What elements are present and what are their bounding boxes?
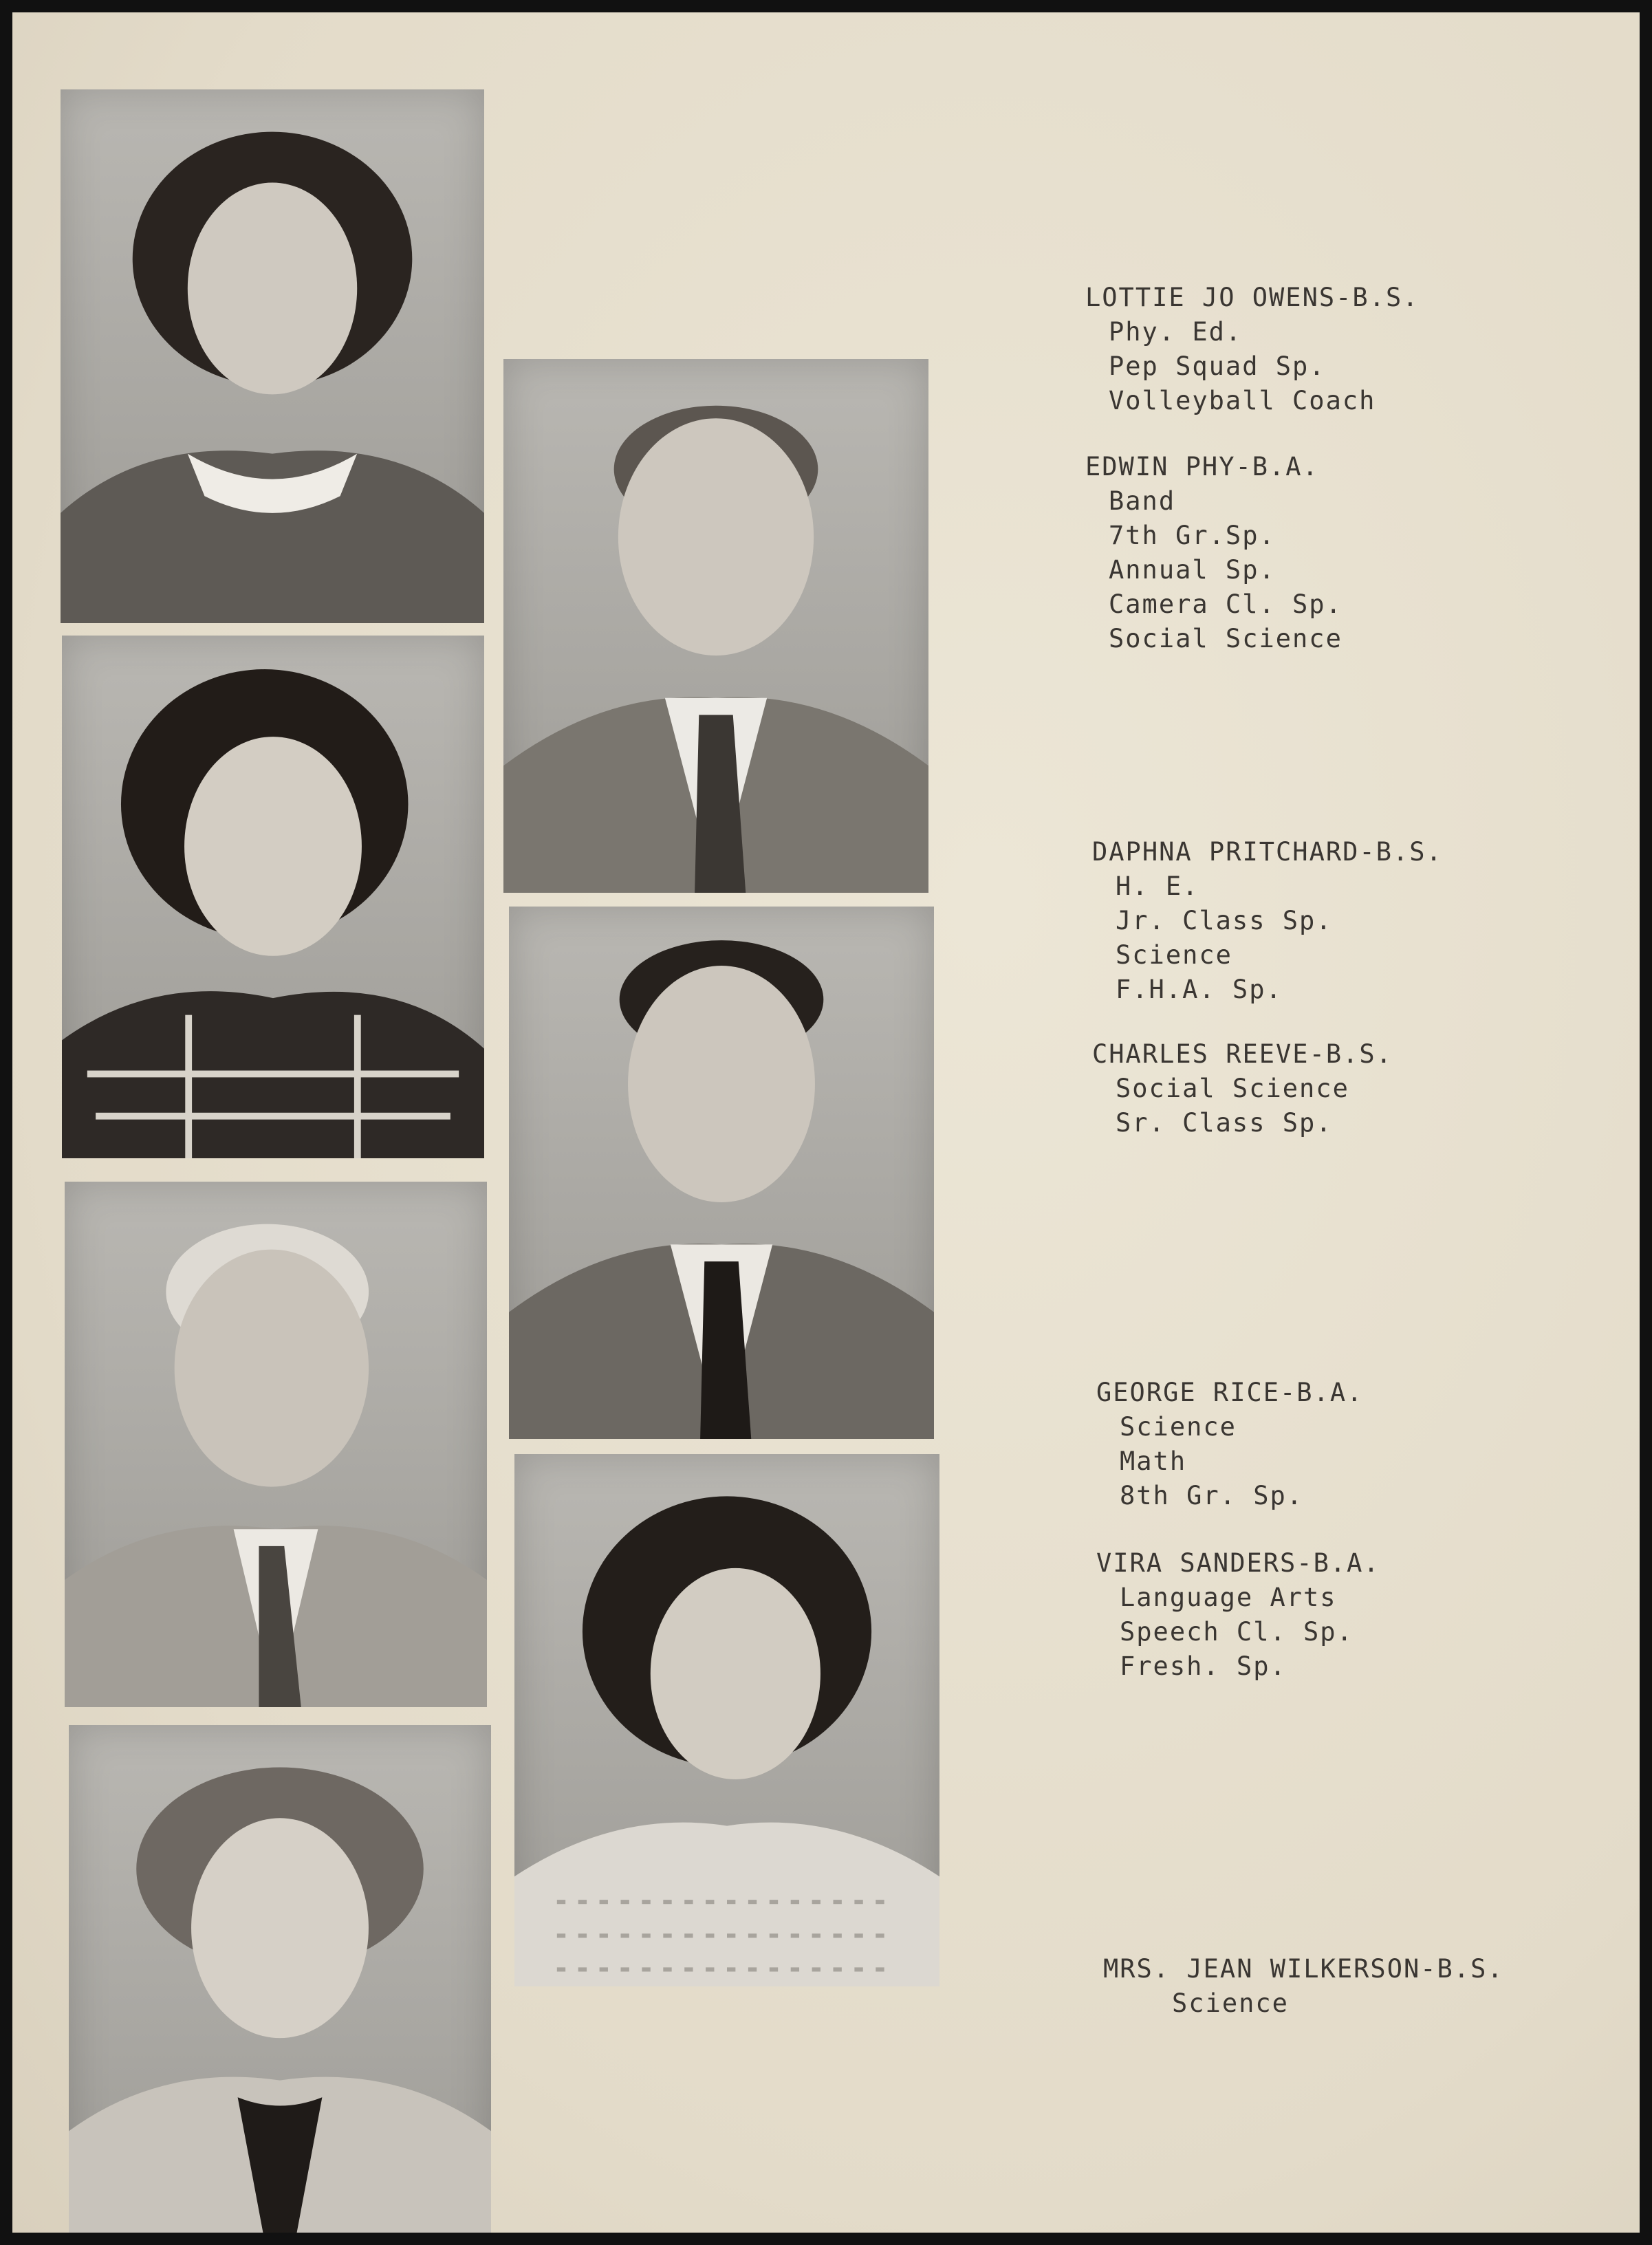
faculty-detail: Social Science [1116,1074,1349,1103]
yearbook-page [12,12,1640,2233]
faculty-detail: Social Science [1109,624,1343,653]
faculty-entry [1103,1952,1504,2021]
faculty-detail: Band [1109,486,1176,516]
faculty-entry [1096,1546,1380,1684]
faculty-detail: Science [1172,1988,1289,2018]
portrait-edwin-phy [503,359,928,893]
portrait-daphna-pritchard [62,636,484,1158]
faculty-detail: Math [1120,1446,1187,1476]
faculty-detail: 7th Gr.Sp. [1109,521,1276,550]
faculty-detail: Science [1120,1412,1237,1442]
faculty-detail: Fresh. Sp. [1120,1651,1287,1681]
faculty-detail: F.H.A. Sp. [1116,975,1283,1004]
faculty-detail: Pep Squad Sp. [1109,351,1326,381]
faculty-detail: Phy. Ed. [1109,317,1243,347]
faculty-detail: Jr. Class Sp. [1116,906,1333,935]
faculty-name: GEORGE RICE-B.A. [1096,1378,1364,1407]
faculty-name: DAPHNA PRITCHARD-B.S. [1092,837,1443,867]
faculty-entry [1096,1376,1363,1513]
faculty-entry [1085,281,1420,418]
faculty-detail: Sr. Class Sp. [1116,1108,1333,1138]
faculty-name: VIRA SANDERS-B.A. [1096,1548,1380,1578]
portrait-vira-sanders [514,1454,939,1986]
portrait-jean-wilkerson [69,1725,491,2233]
faculty-detail: 8th Gr. Sp. [1120,1481,1304,1510]
faculty-entry [1092,835,1443,1007]
faculty-detail: Speech Cl. Sp. [1120,1617,1354,1647]
faculty-name: MRS. JEAN WILKERSON-B.S. [1103,1954,1504,1984]
faculty-detail: Camera Cl. Sp. [1109,589,1343,619]
portrait-charles-reeve [509,907,934,1439]
faculty-detail: Volleyball Coach [1109,386,1376,415]
portrait-lottie-jo-owens [61,89,484,623]
faculty-name: LOTTIE JO OWENS-B.S. [1085,283,1420,312]
faculty-detail: Science [1116,940,1232,970]
faculty-name: EDWIN PHY-B.A. [1085,452,1319,481]
faculty-detail: H. E. [1116,871,1199,901]
faculty-name: CHARLES REEVE-B.S. [1092,1039,1393,1069]
faculty-entry [1085,450,1343,656]
faculty-entry [1092,1037,1393,1140]
faculty-detail: Annual Sp. [1109,555,1276,585]
faculty-detail: Language Arts [1120,1583,1337,1612]
portrait-george-rice [65,1182,487,1707]
